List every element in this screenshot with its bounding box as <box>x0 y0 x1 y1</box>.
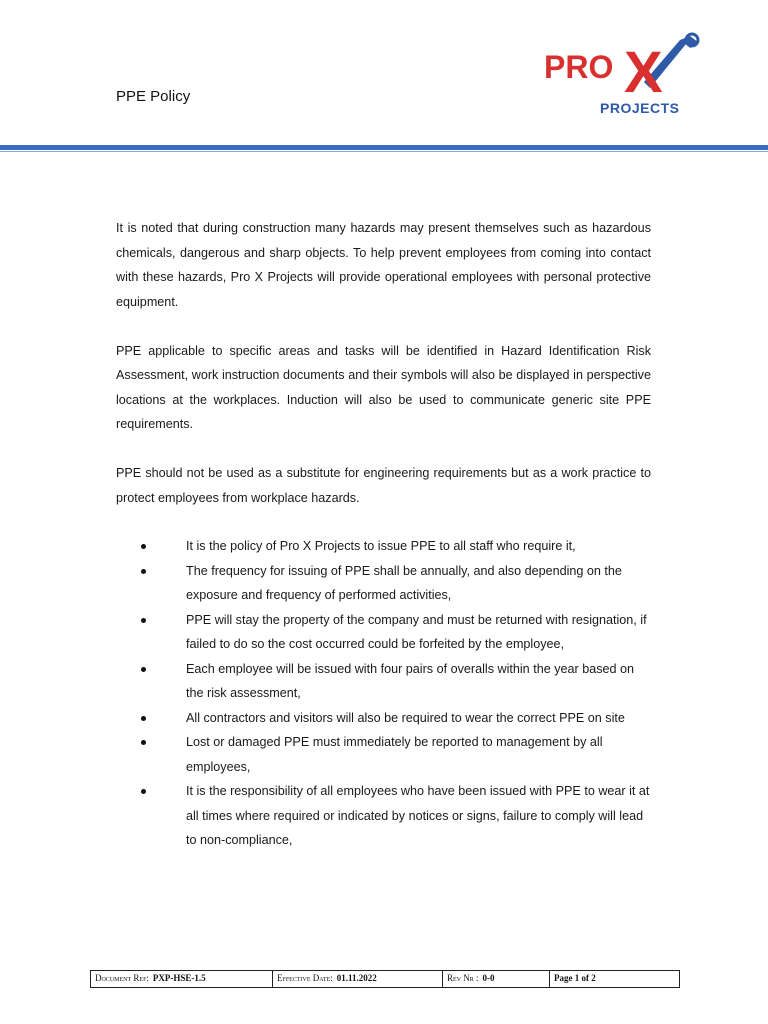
list-item: It is the policy of Pro X Projects to issue PPE to all staff who require it, <box>116 534 651 559</box>
logo-subtitle: PROJECTS <box>600 100 680 116</box>
paragraph-intro: It is noted that during construction many hazards may present themselves such as hazardous chemicals, dangerous and sharp objects. To help prevent employees from coming into contact with these hazards, Pro X Projects will provide operational employees with personal protective equipment. <box>116 221 651 309</box>
list-item: All contractors and visitors will also be required to wear the correct PPE on site <box>116 706 651 731</box>
list-item: PPE will stay the property of the company and must be returned with resignation, if failed to do so the cost occurred could be forfeited by the employee, <box>116 608 651 657</box>
list-item: The frequency for issuing of PPE shall be annually, and also depending on the exposure and frequency of performed activities, <box>116 559 651 608</box>
bullet-icon <box>141 789 146 794</box>
logo-brand-pro: PRO <box>544 49 614 85</box>
list-item: Each employee will be issued with four pairs of overalls within the year based on the risk assessment, <box>116 657 651 706</box>
footer-revision: Rev Nr : 0-0 <box>443 971 550 987</box>
policy-bullet-list <box>116 534 651 853</box>
bullet-icon <box>141 569 146 574</box>
prox-projects-logo <box>540 30 700 120</box>
document-title: PPE Policy <box>116 88 191 105</box>
footer-effective-date: Effective Date: 01.11.2022 <box>273 971 443 987</box>
list-item: Lost or damaged PPE must immediately be reported to management by all employees, <box>116 730 651 779</box>
policy-body <box>116 216 651 853</box>
paragraph-ppe-substitute: PPE should not be used as a substitute for engineering requirements but as a work practice to protect employees from workplace hazards. <box>116 466 651 505</box>
bullet-icon <box>141 667 146 672</box>
header-rule-thin <box>0 151 768 152</box>
logo-brand-x: X <box>624 40 663 105</box>
bullet-icon <box>141 740 146 745</box>
document-footer-table <box>90 970 680 988</box>
list-item: It is the responsibility of all employees who have been issued with PPE to wear it at all times where required or indicated by notices or signs, failure to comply will lead to non-compliance, <box>116 779 651 853</box>
footer-doc-ref: Document Ref: PXP-HSE-1.5 <box>91 971 273 987</box>
bullet-icon <box>141 716 146 721</box>
header-rule <box>0 145 768 150</box>
footer-page-number: Page 1 of 2 <box>554 973 596 983</box>
bullet-icon <box>141 618 146 623</box>
paragraph-ppe-applicable: PPE applicable to specific areas and tasks will be identified in Hazard Identification Risk Assessment, work instruction documents and their symbols will also be displayed in perspective locations at the workplaces. Induction will also be used to communicate generic site PPE requirements. <box>116 343 651 431</box>
bullet-icon <box>141 544 146 549</box>
